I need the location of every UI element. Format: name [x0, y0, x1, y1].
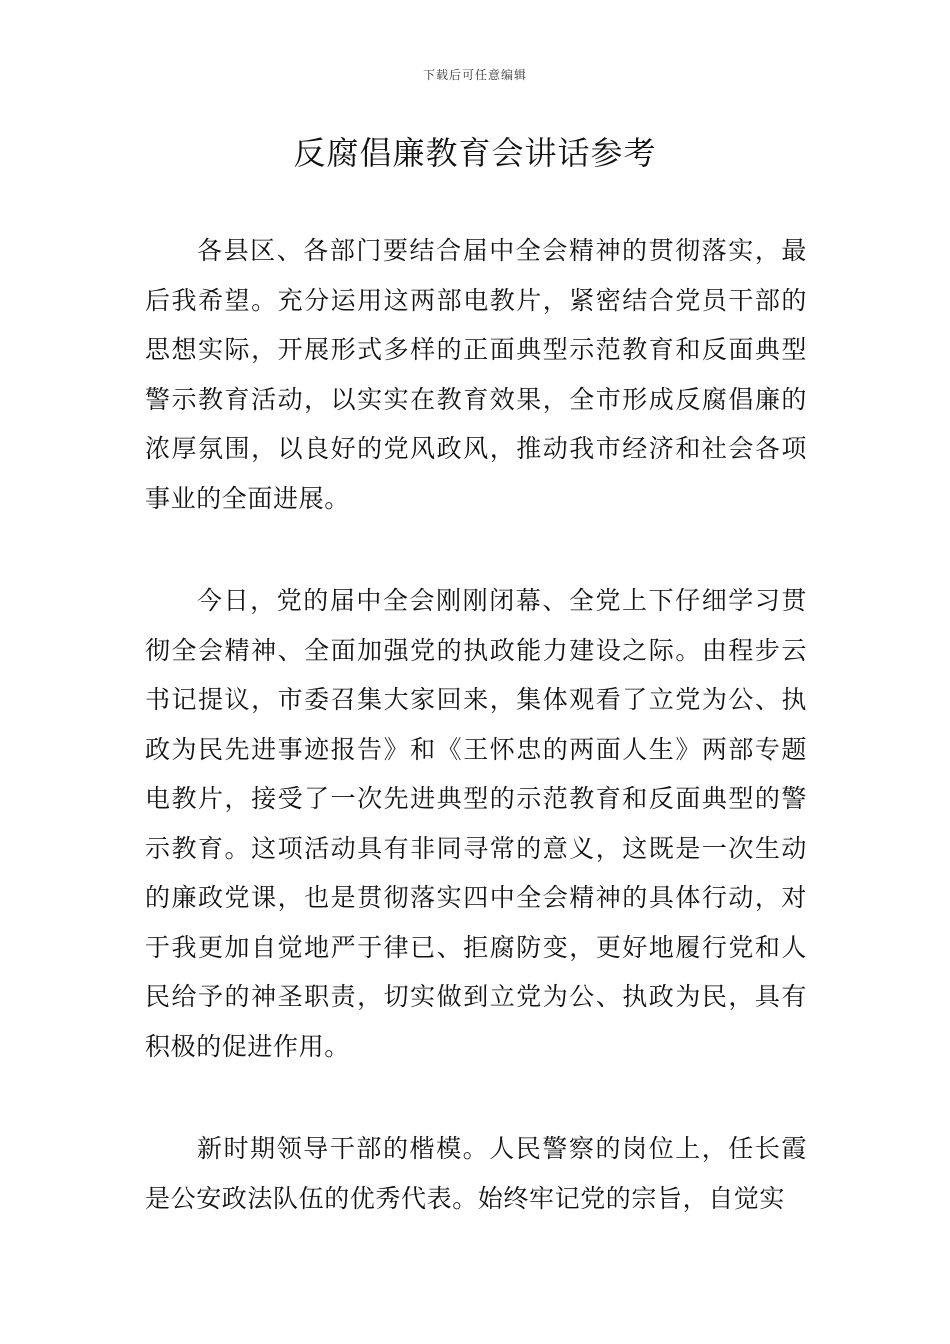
document-title: 反腐倡廉教育会讲话参考 [293, 134, 657, 172]
document-body [145, 226, 807, 1276]
paragraph-3: 新时期领导干部的楷模。人民警察的岗位上，任长霞是公安政法队伍的优秀代表。始终牢记党的宗旨，自觉实 [145, 1134, 807, 1213]
header-note: 下载后可任意编辑 [422, 68, 527, 82]
paragraph-1: 各县区、各部门要结合届中全会精神的贯彻落实，最后我希望。充分运用这两部电教片，紧密结合党员干部的思想实际，开展形式多样的正面典型示范教育和反面典型警示教育活动，以实实在教育效果，全市形成反腐倡廉的浓厚氛围，以良好的党风政风，推动我市经济和社会各项事业的全面进展。 [145, 236, 807, 513]
paragraph-2: 今日，党的届中全会刚刚闭幕、全党上下仔细学习贯彻全会精神、全面加强党的执政能力建设之际。由程步云书记提议，市委召集大家回来，集体观看了立党为公、执政为民先进事迹报告》和《王怀忠的两面人生》两部专题电教片，接受了一次先进典型的示范教育和反面典型的警示教育。这项活动具有非同寻常的意义，这既是一次生动的廉政党课，也是贯彻落实四中全会精神的具体行动，对于我更加自觉地严于律已、拒腐防变，更好地履行党和人民给予的神圣职责，切实做到立党为公、执政为民，具有积极的促进作用。 [145, 586, 807, 1061]
